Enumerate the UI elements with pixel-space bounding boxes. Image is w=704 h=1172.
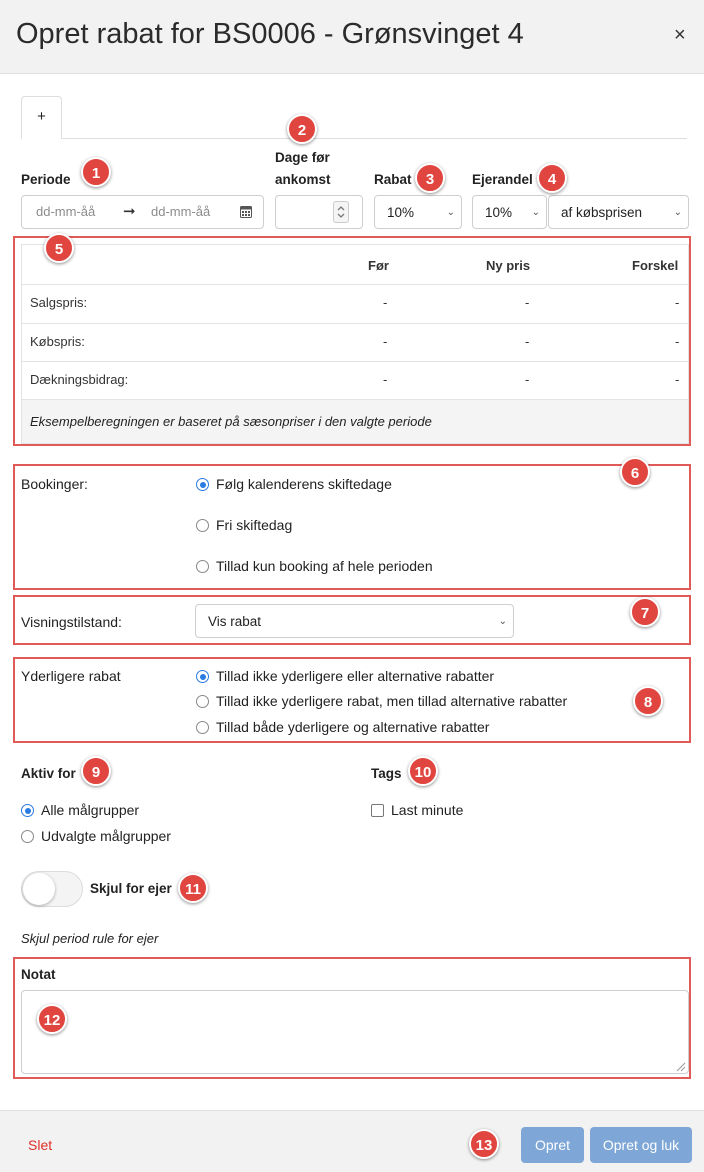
yderligere-radio-2[interactable] [196,721,209,734]
aktiv-label: Aktiv for [21,766,76,781]
bookinger-option-0[interactable]: Følg kalenderens skiftedage [216,476,392,492]
notat-label: Notat [21,967,56,982]
cell-db-foer: - [383,372,388,387]
ejerandel-value: 10% [485,204,513,220]
tag-option-last-minute[interactable]: Last minute [391,802,464,818]
cell-salgspris-forskel: - [675,295,680,310]
tab-divider [62,138,687,139]
badge-10: 10 [408,756,438,786]
delete-link[interactable]: Slet [28,1137,53,1153]
badge-4: 4 [537,163,567,193]
yderligere-radio-1[interactable] [196,695,209,708]
calendar-icon[interactable] [240,205,252,221]
basis-select[interactable] [548,195,689,229]
skjul-description: Skjul period rule for ejer [21,931,159,946]
table-header-ny-pris: Ny pris [486,258,531,273]
badge-5: 5 [44,233,74,263]
badge-11: 11 [178,873,208,903]
cell-db-ny: - [525,372,530,387]
table-row-divider [22,284,688,285]
row-label-salgspris: Salgspris: [30,295,88,310]
table-header-foer: Før [368,258,389,273]
tab-add[interactable]: + [21,96,62,139]
arrow-right-icon: ➞ [123,203,136,220]
skjul-toggle[interactable] [21,871,83,907]
notat-textarea[interactable] [21,990,689,1074]
rabat-select[interactable] [374,195,462,229]
dage-label-line2: ankomst [275,172,331,187]
skjul-label: Skjul for ejer [90,881,172,896]
badge-3: 3 [415,163,445,193]
yderligere-radio-0[interactable] [196,670,209,683]
modal-title: Opret rabat for BS0006 - Grønsvinget 4 [16,18,524,50]
tags-label: Tags [371,766,402,781]
resize-handle-icon[interactable] [674,1059,686,1075]
table-header-forskel: Forskel [632,258,679,273]
aktiv-radio-0[interactable] [21,804,34,817]
cell-koebspris-forskel: - [675,334,680,349]
table-row-divider [22,323,688,324]
basis-value: af købsprisen [561,204,643,220]
date-to-placeholder[interactable]: dd-mm-åå [151,204,211,219]
bookinger-option-1[interactable]: Fri skiftedag [216,517,293,533]
table-row-divider [22,361,688,362]
chevron-down-icon: ⌄ [673,206,682,218]
row-label-koebspris: Købspris: [30,334,85,349]
chevron-down-icon: ⌄ [531,206,540,218]
toggle-knob [23,873,55,905]
table-note: Eksempelberegningen er baseret på sæsonpriser i den valgte periode [30,414,432,429]
badge-9: 9 [81,756,111,786]
bookinger-radio-1[interactable] [196,519,209,532]
badge-7: 7 [630,597,660,627]
close-icon[interactable]: × [674,24,686,46]
badge-12: 12 [37,1004,67,1034]
chevron-down-icon: ⌄ [446,206,455,218]
cell-salgspris-ny: - [525,295,530,310]
badge-1: 1 [81,157,111,187]
cell-salgspris-foer: - [383,295,388,310]
bookinger-radio-0[interactable] [196,478,209,491]
yderligere-option-0[interactable]: Tillad ikke yderligere eller alternative rabatter [216,668,495,684]
aktiv-radio-1[interactable] [21,830,34,843]
tag-checkbox-last-minute[interactable] [371,804,384,817]
badge-6: 6 [620,457,650,487]
aktiv-option-0[interactable]: Alle målgrupper [41,802,140,818]
bookinger-label: Bookinger: [21,476,88,492]
dage-label-line1: Dage før [275,150,330,165]
ejerandel-select[interactable] [472,195,547,229]
badge-13: 13 [469,1129,499,1159]
rabat-label: Rabat [374,172,412,187]
create-and-close-button[interactable]: Opret og luk [590,1127,692,1163]
aktiv-option-1[interactable]: Udvalgte målgrupper [41,828,171,844]
stepper-arrows-icon[interactable] [333,201,349,223]
bookinger-radio-2[interactable] [196,560,209,573]
badge-8: 8 [633,686,663,716]
chevron-down-icon: ⌄ [498,615,507,627]
visning-label: Visningstilstand: [21,614,122,630]
row-label-daekningsbidrag: Dækningsbidrag: [30,372,129,387]
ejerandel-label: Ejerandel [472,172,533,187]
cell-koebspris-foer: - [383,334,388,349]
periode-label: Periode [21,172,71,187]
badge-2: 2 [287,114,317,144]
date-from-placeholder[interactable]: dd-mm-åå [36,204,96,219]
visning-select[interactable] [195,604,514,638]
visning-value: Vis rabat [208,613,262,629]
yderligere-label: Yderligere rabat [21,668,121,684]
create-button[interactable]: Opret [521,1127,584,1163]
rabat-value: 10% [387,204,415,220]
cell-db-forskel: - [675,372,680,387]
yderligere-option-1[interactable]: Tillad ikke yderligere rabat, men tillad alternative rabatter [216,693,568,709]
dage-stepper[interactable] [275,195,363,229]
yderligere-option-2[interactable]: Tillad både yderligere og alternative rabatter [216,719,490,735]
bookinger-option-2[interactable]: Tillad kun booking af hele perioden [216,558,433,574]
cell-koebspris-ny: - [525,334,530,349]
